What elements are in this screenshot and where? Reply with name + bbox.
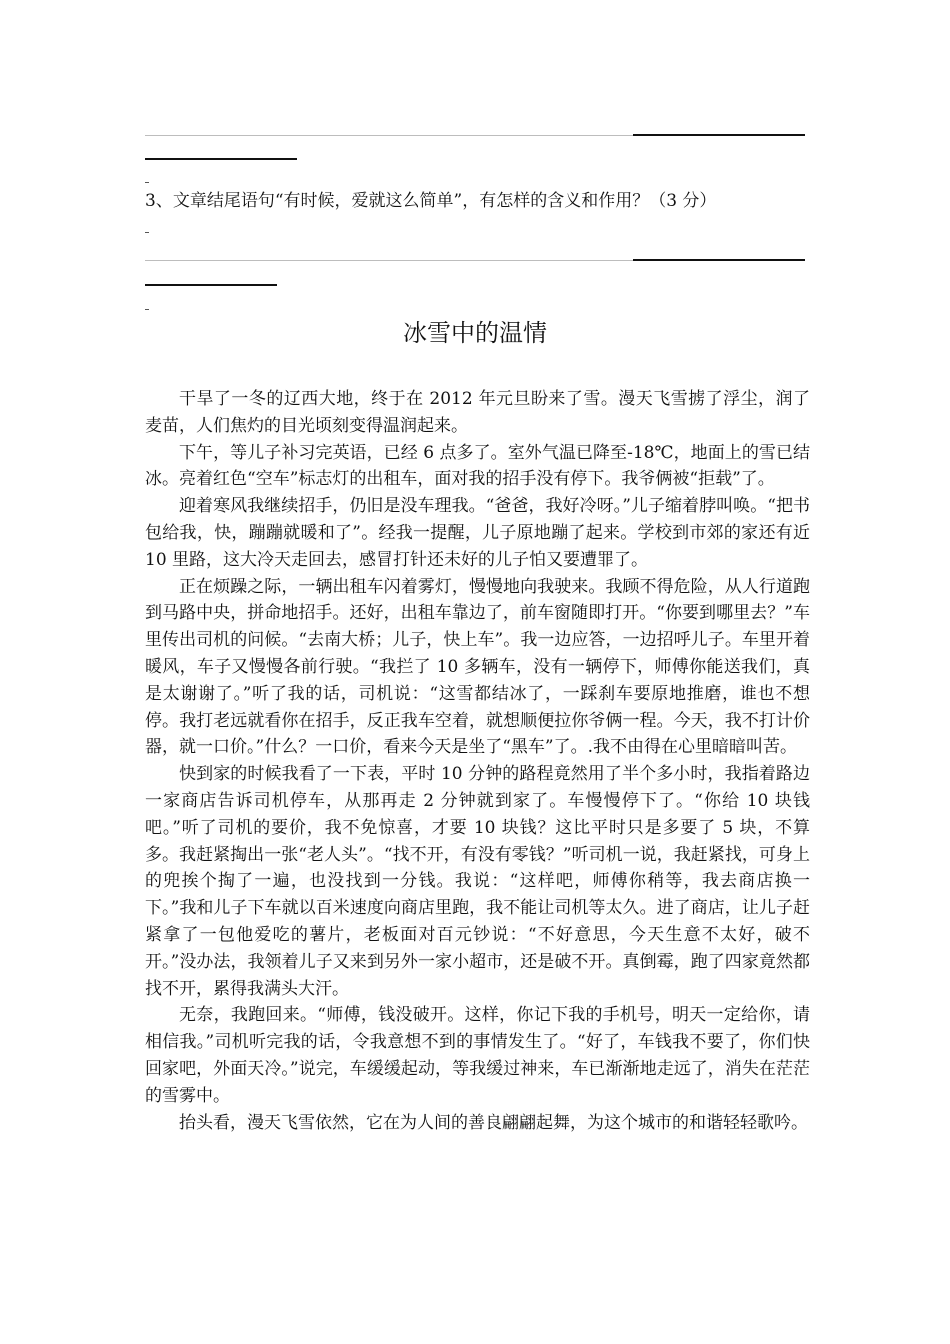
article-paragraph: 快到家的时候我看了一下表，平时 10 分钟的路程竟然用了半个多小时，我指着路边一家商店告诉司机停车，从那再走 2 分钟就到家了。车慢慢停下了。“你给 10 块钱吧。”听了司机的要价，我不免惊喜，才要 10 块钱？这比平时只是多要了 5 块，不算多。我赶紧掏出一张“老人头”。“找不开，有没有零钱？”听司机一说，我赶紧找，可身上的兜挨个掏了一遍，也没找到一分钱。我说：“这样吧，师傅你稍等，我去商店换一下。”我和儿子下车就以百米速度向商店里跑，我不能让司机等太久。进了商店，让儿子赶紧拿了一包他爱吃的薯片，老板面对百元钞说：“不好意思，今天生意不太好，破不开。”没办法，我领着儿子又来到另外一家小超市，还是破不开。真倒霉，跑了四家竟然都找不开，累得我满头大汗。: [145, 764, 810, 999]
article-paragraph: 干旱了一冬的辽西大地，终于在 2012 年元旦盼来了雪。漫天飞雪掳了浮尘，润了麦苗，人们焦灼的目光顷刻变得温润起来。: [145, 389, 810, 436]
answer-line: [145, 260, 633, 261]
paragraph-mark: [145, 232, 149, 233]
answer-line: [633, 259, 805, 261]
answer-line: [633, 134, 805, 136]
article-paragraph: 抬头看，漫天飞雪依然，它在为人间的善良翩翩起舞，为这个城市的和谐轻轻歌吟。: [179, 1112, 808, 1133]
article-paragraph: 迎着寒风我继续招手，仍旧是没车理我。“爸爸，我好冷呀。”儿子缩着脖叫唤。“把书包给我，快，蹦蹦就暖和了”。经我一提醒，儿子原地蹦了起来。学校到市郊的家还有近 10 里路，这大冷天走回去，感冒打针还未好的儿子怕又要遭罪了。: [145, 496, 810, 570]
question-3: 3、文章结尾语句“有时候，爱就这么简单”，有怎样的含义和作用？（3 分）: [145, 191, 717, 211]
answer-line: [145, 284, 277, 286]
answer-line: [145, 135, 633, 136]
article-body: [145, 386, 810, 1136]
paragraph-mark: [145, 309, 149, 310]
article-title: 冰雪中的温情: [403, 319, 547, 347]
paragraph-mark: [145, 182, 149, 183]
article-paragraph: 下午，等儿子补习完英语，已经 6 点多了。室外气温已降至-18℃，地面上的雪已结冰。亮着红色“空车”标志灯的出租车，面对我的招手没有停下。我爷俩被“拒载”了。: [145, 442, 810, 490]
article-paragraph: 正在烦躁之际，一辆出租车闪着雾灯，慢慢地向我驶来。我顾不得危险，从人行道跑到马路中央，拼命地招手。还好，出租车靠边了，前车窗随即打开。“你要到哪里去？”车里传出司机的问候。“去南大桥；儿子，快上车”。我一边应答，一边招呼儿子。车里开着暖风，车子又慢慢各前行驶。“我拦了 10 多辆车，没有一辆停下，师傅你能送我们，真是太谢谢了。”听了我的话，司机说：“这雪都结冰了，一踩刹车要原地推磨，谁也不想停。我打老远就看你在招手，反正我车空着，就想顺便拉你爷俩一程。今天，我不打计价器，就一口价。”什么？一口价，看来今天是坐了“黑车”了。.我不由得在心里暗暗叫苦。: [145, 576, 810, 758]
answer-line: [145, 158, 297, 160]
article-paragraph: 无奈，我跑回来。“师傅，钱没破开。这样，你记下我的手机号，明天一定给你，请相信我。”司机听完我的话，令我意想不到的事情发生了。“好了，车钱我不要了，你们快回家吧，外面天冷。”说完，车缓缓起动，等我缓过神来，车已渐渐地走远了，消失在茫茫的雪雾中。: [145, 1005, 810, 1106]
